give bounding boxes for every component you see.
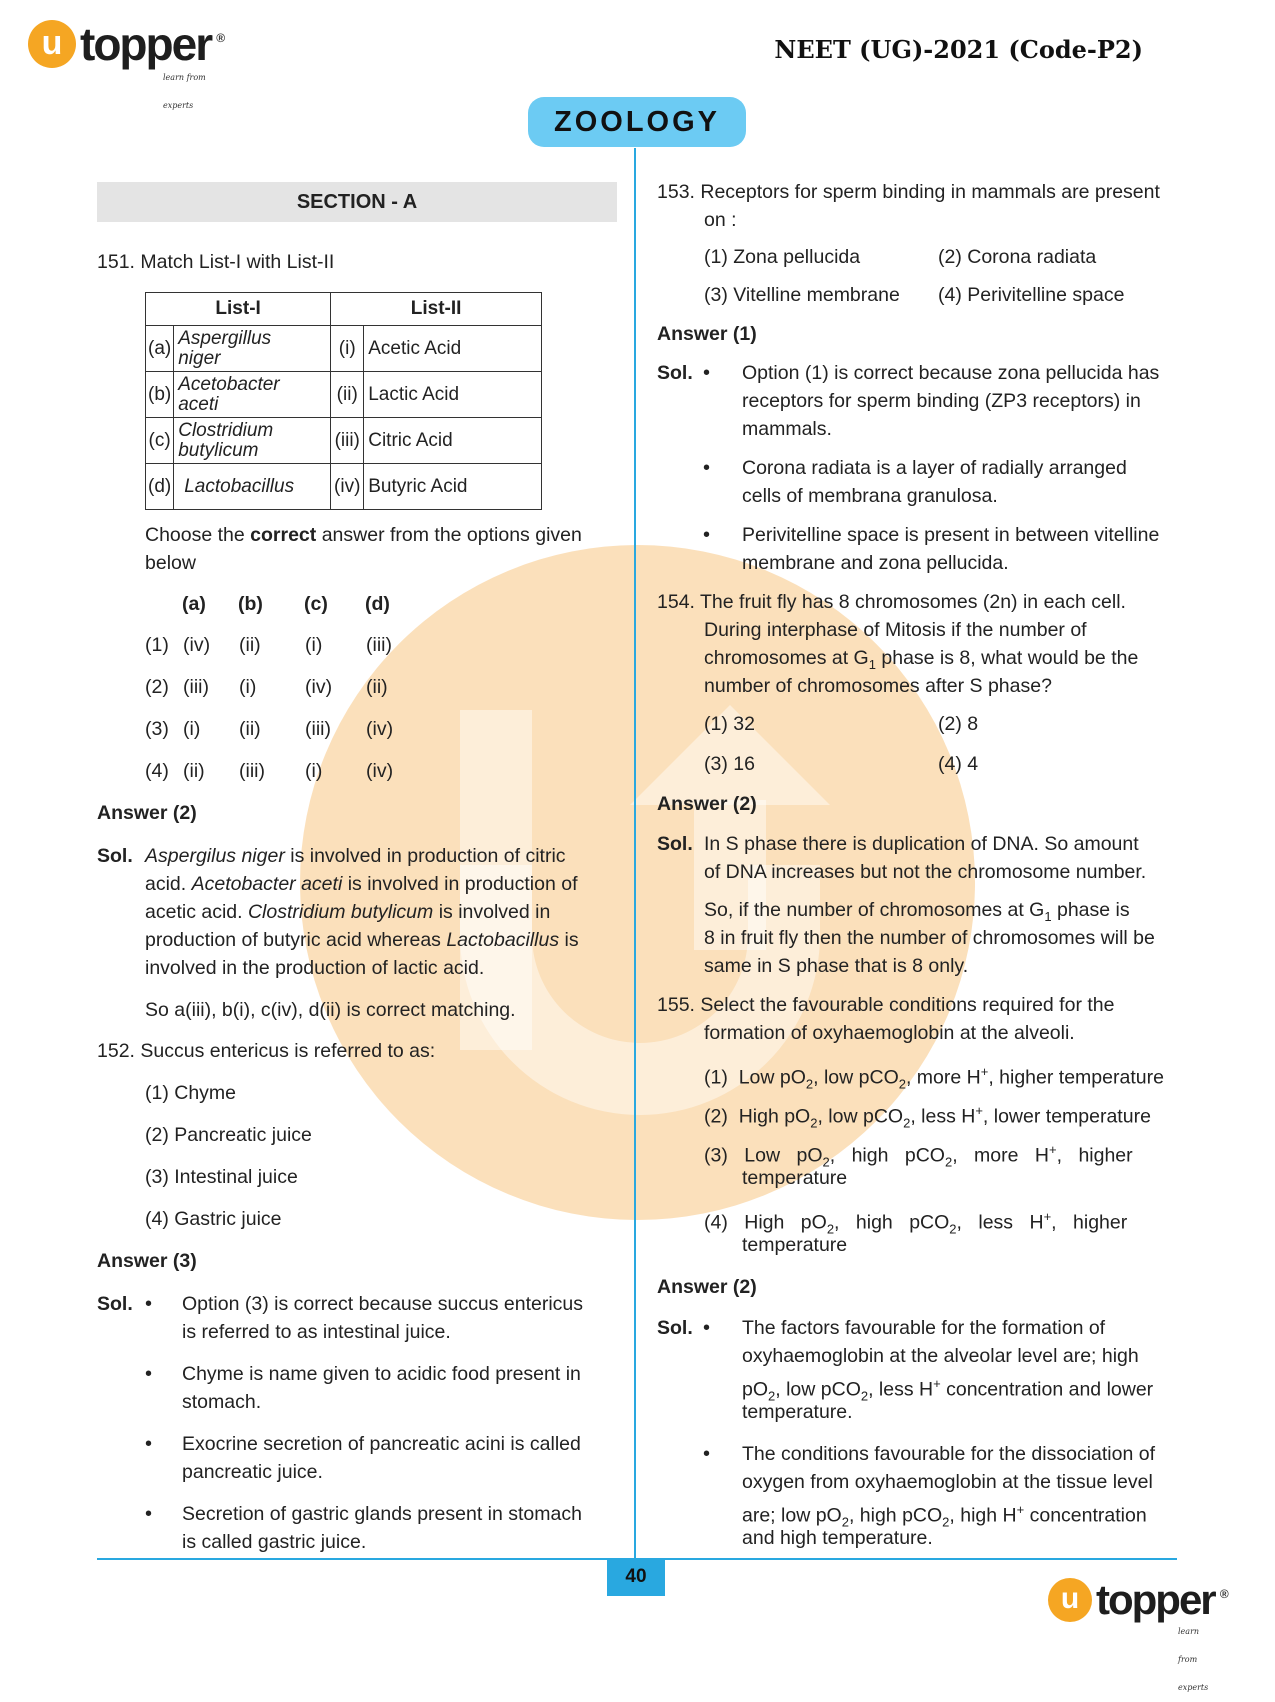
list2-header: List-II [331, 293, 542, 326]
bullet-icon: • [145, 1363, 153, 1385]
topper-logo: u topper ® learn from experts [28, 20, 211, 68]
q154-answer: Answer (2) [657, 793, 757, 815]
bullet-icon: • [145, 1293, 153, 1315]
q152-question: 152. Succus entericus is referred to as: [97, 1040, 436, 1062]
table-row: (b) Acetobacter aceti (ii) Lactic Acid [146, 372, 542, 418]
exam-title: NEET (UG)-2021 (Code-P2) [774, 35, 1143, 64]
match-table [145, 292, 542, 510]
footer-topper-logo: u topper ® learn from experts [1048, 1576, 1215, 1624]
q153-option-3[interactable]: (3) Vitelline membrane [704, 284, 900, 306]
q155-answer: Answer (2) [657, 1276, 757, 1298]
q151-choose-line: Choose the correct answer from the options given [145, 524, 582, 546]
q151-sol-line: acetic acid. Clostridium butylicum is involved in [145, 901, 551, 923]
q154-question: 154. The fruit fly has 8 chromosomes (2n) in each cell. [657, 591, 1126, 613]
q152-sol-label: Sol. [97, 1293, 133, 1315]
q151-choose-line-2: below [145, 552, 196, 574]
q155-option-1[interactable]: (1) Low $pO_2$, low pCO$_2$, more H+, higher temperature [704, 1064, 1164, 1092]
q154-option-1[interactable]: (1) 32 [704, 713, 755, 735]
q155-option-2[interactable]: (2) High $pO_2$, low pCO$_2$, less H+, lower temperature [704, 1103, 1151, 1131]
column-divider [634, 148, 636, 1560]
bullet-icon: • [703, 457, 711, 479]
q154-option-3[interactable]: (3) 16 [704, 753, 755, 775]
q151-sol-line: production of butyric acid whereas Lactobacillus is [145, 929, 579, 951]
q152-option-2[interactable]: (2) Pancreatic juice [145, 1124, 312, 1146]
table-row: (a) Aspergillus niger (i) Acetic Acid [146, 326, 542, 372]
q151-answer: Answer (2) [97, 802, 197, 824]
q151-sol-line: involved in the production of lactic acid. [145, 957, 485, 979]
bullet-icon: • [703, 1317, 711, 1339]
q152-option-4[interactable]: (4) Gastric juice [145, 1208, 282, 1230]
logo-tagline: learn from experts [163, 73, 206, 110]
q155-question: 155. Select the favourable conditions required for the [657, 994, 1115, 1016]
bullet-icon: • [145, 1433, 153, 1455]
section-heading: SECTION - A [97, 182, 617, 222]
q152-option-3[interactable]: (3) Intestinal juice [145, 1166, 298, 1188]
q151-sol-label: Sol. [97, 845, 133, 867]
bullet-icon: • [703, 1443, 711, 1465]
q153-sol-label: Sol. [657, 362, 693, 384]
q155-sol-label: Sol. [657, 1317, 693, 1339]
q151-sol-line: Aspergilus niger is involved in production of citric [145, 845, 566, 867]
q153-question: 153. Receptors for sperm binding in mammals are present [657, 181, 1160, 203]
bullet-icon: • [703, 362, 711, 384]
logo-text: topper [80, 18, 212, 70]
q155-option-3[interactable]: (3) Low $pO_2$, high pCO$_2$, more H+, higher [704, 1142, 1133, 1170]
subject-badge: ZOOLOGY [528, 97, 746, 147]
q153-answer: Answer (1) [657, 323, 757, 345]
q151-matching: So a(iii), b(i), c(iv), d(ii) is correct matching. [145, 999, 516, 1021]
q153-option-1[interactable]: (1) Zona pellucida [704, 246, 861, 268]
page-number: 40 [607, 1560, 665, 1596]
list1-header: List-I [146, 293, 331, 326]
q151-question: 151. Match List-I with List-II [97, 251, 335, 273]
q153-option-4[interactable]: (4) Perivitelline space [938, 284, 1125, 306]
q154-option-4[interactable]: (4) 4 [938, 753, 979, 775]
logo-mark-icon: u [1048, 1578, 1092, 1622]
q152-answer: Answer (3) [97, 1250, 197, 1272]
q154-option-2[interactable]: (2) 8 [938, 713, 979, 735]
logo-mark-icon: u [28, 20, 76, 68]
table-row: (c) Clostridium butylicum (iii) Citric Acid [146, 418, 542, 464]
q154-sol-label: Sol. [657, 833, 693, 855]
q151-sol-line: acid. Acetobacter aceti is involved in production of [145, 873, 578, 895]
q152-option-1[interactable]: (1) Chyme [145, 1082, 237, 1104]
q153-option-2[interactable]: (2) Corona radiata [938, 246, 1097, 268]
q155-option-4[interactable]: (4) High $pO_2$, high pCO$_2$, less H+, higher [704, 1209, 1128, 1237]
bullet-icon: • [703, 524, 711, 546]
table-row: (d) Lactobacillus (iv) Butyric Acid [146, 464, 542, 510]
bullet-icon: • [145, 1503, 153, 1525]
